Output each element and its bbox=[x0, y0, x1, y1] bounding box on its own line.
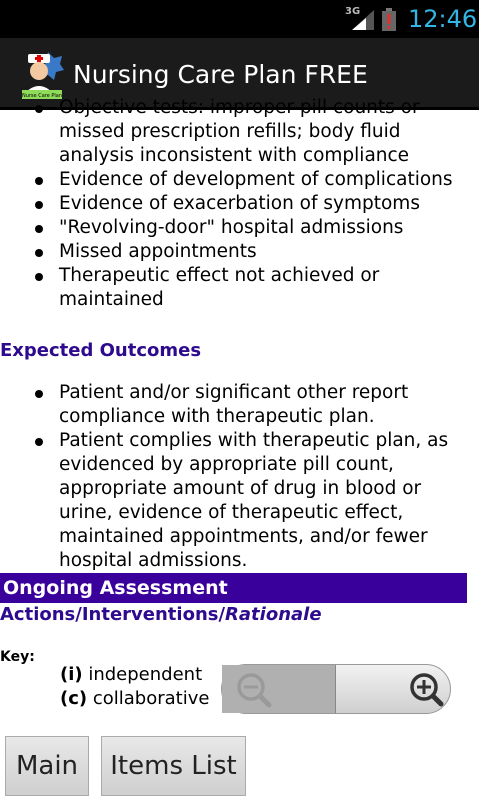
zoom-in-icon bbox=[337, 665, 452, 713]
key-independent bbox=[60, 664, 202, 685]
list-item: Evidence of development of complications bbox=[59, 168, 467, 192]
status-bar bbox=[0, 0, 479, 38]
clock: 12:46 bbox=[408, 5, 478, 33]
nurse-app-icon[interactable] bbox=[18, 50, 66, 100]
expected-outcomes-heading: Expected Outcomes bbox=[0, 340, 202, 361]
list-item: Evidence of exacerbation of symptoms bbox=[59, 192, 467, 216]
list-item: Missed appointments bbox=[59, 240, 467, 264]
actions-label: Actions/Interventions/ bbox=[0, 604, 226, 625]
main-button[interactable]: Main bbox=[5, 736, 89, 796]
collaborative-code: (c) bbox=[60, 688, 88, 709]
rationale-label: Rationale bbox=[225, 604, 322, 625]
actions-interventions-label bbox=[0, 604, 322, 625]
list-item: Objective tests: improper pill counts or missed prescription refills; body fluid analysis inconsistent with compliance bbox=[59, 96, 467, 168]
app-title: Nursing Care Plan FREE bbox=[73, 60, 368, 89]
key-label: Key: bbox=[0, 649, 35, 665]
zoom-out-icon bbox=[222, 665, 336, 713]
evidence-list bbox=[0, 96, 479, 312]
outcomes-list bbox=[0, 381, 479, 573]
zoom-in-button[interactable] bbox=[337, 665, 452, 713]
collaborative-text: collaborative bbox=[87, 688, 210, 709]
zoom-control bbox=[221, 664, 451, 714]
zoom-out-button[interactable] bbox=[222, 665, 336, 713]
app-icon-caption: Nurse Care Plan bbox=[21, 93, 63, 99]
items-list-button[interactable]: Items List bbox=[101, 736, 246, 796]
ongoing-assessment-banner: Ongoing Assessment bbox=[0, 573, 467, 603]
list-item: "Revolving-door" hospital admissions bbox=[59, 216, 467, 240]
independent-code: (i) bbox=[60, 664, 83, 685]
key-collaborative bbox=[60, 688, 209, 709]
independent-text: independent bbox=[82, 664, 203, 685]
content-area[interactable] bbox=[0, 97, 479, 730]
list-item: Therapeutic effect not achieved or maintained bbox=[59, 264, 467, 312]
network-type: 3G bbox=[345, 6, 361, 17]
list-item: Patient complies with therapeutic plan, as evidenced by appropriate pill count, appropriate amount of drug in blood or urine, evidence of therapeutic effect, maintained appointments, and/or fewer hospital admissions. bbox=[59, 429, 467, 573]
battery-alert-icon bbox=[382, 8, 396, 31]
signal-icon bbox=[352, 10, 374, 30]
list-item: Patient and/or significant other report compliance with therapeutic plan. bbox=[59, 381, 467, 429]
